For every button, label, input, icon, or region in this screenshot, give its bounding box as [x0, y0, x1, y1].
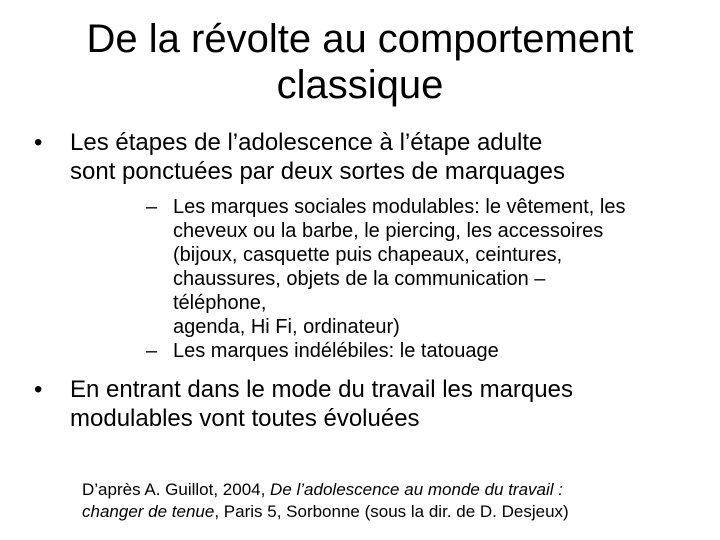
citation-prefix: D’après A. Guillot, 2004, [82, 480, 271, 499]
slide-title [40, 16, 680, 108]
citation [82, 479, 642, 523]
sub-bullet-item-1-line-1: Les marques sociales modulables: le vêtement, les [173, 196, 626, 218]
sub-bullet-item-2 [70, 339, 680, 363]
sub-bullet-item-1-line-4: chaussures, objets de la communication – téléphone, [173, 268, 546, 314]
citation-title-part-2: changer de tenue [82, 502, 215, 521]
citation-suffix: , Paris 5, Sorbonne (sous la dir. de D. Desjeux) [214, 502, 569, 521]
bullet-marker-icon: • [34, 129, 43, 156]
bullet-item-2-line-1: En entrant dans le mode du travail les marques [70, 376, 573, 403]
bullet-list [0, 128, 720, 433]
sub-bullet-item-1-line-3: (bijoux, casquette puis chapeaux, ceintures, [173, 244, 563, 266]
slide-title-line-2: classique [276, 63, 444, 107]
sub-bullet-item-1-line-2: cheveux ou la barbe, le piercing, les accessoires [173, 220, 604, 242]
slide-title-line-1: De la révolte au comportement [86, 17, 634, 61]
citation-title-part-1: De l’adolescence au monde du travail : [270, 480, 563, 499]
dash-marker-icon: – [146, 196, 158, 218]
bullet-item-1-line-1: Les étapes de l’adolescence à l’étape adulte [70, 129, 543, 156]
sub-bullet-item-2-line-1: Les marques indélébiles: le tatouage [173, 340, 499, 362]
sub-bullet-list [70, 195, 680, 363]
bullet-marker-icon: • [34, 376, 43, 403]
bullet-item-1-line-2: sont ponctuées par deux sortes de marquages [70, 158, 565, 185]
bullet-item-2 [0, 375, 720, 433]
bullet-item-2-line-2: modulables vont toutes évoluées [70, 405, 420, 432]
bullet-item-1 [0, 128, 720, 363]
dash-marker-icon: – [146, 340, 158, 362]
sub-bullet-item-1 [70, 195, 680, 339]
sub-bullet-item-1-line-5: agenda, Hi Fi, ordinateur) [173, 316, 400, 338]
spacer [0, 363, 720, 375]
